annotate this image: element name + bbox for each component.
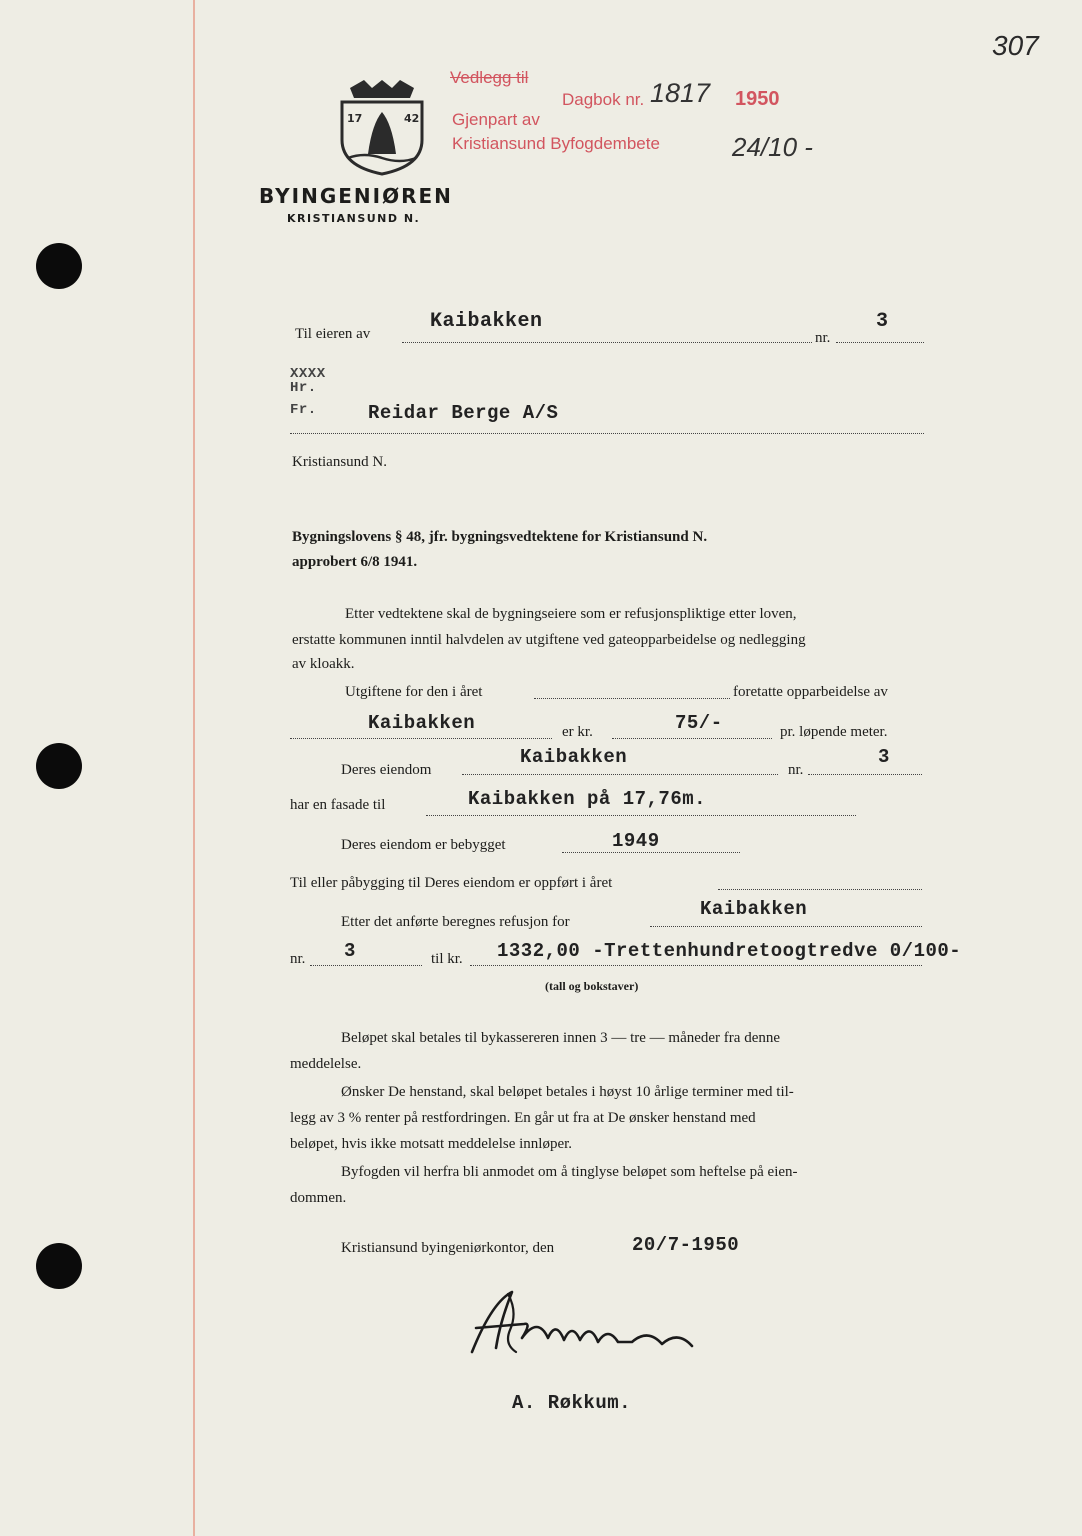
struck-title: XXXX <box>290 366 326 382</box>
dotted-line <box>718 889 922 890</box>
closing-date: 20/7-1950 <box>632 1234 740 1256</box>
org-heading: BYINGENIØREN <box>259 184 453 208</box>
address-street: Kaibakken <box>430 310 543 333</box>
punch-hole <box>36 743 82 789</box>
law-approval: approbert 6/8 1941. <box>292 554 418 570</box>
refusjon-nr: 3 <box>344 940 356 962</box>
closing-place: Kristiansund byingeniørkontor, den <box>341 1240 555 1256</box>
opparbeidelse-street: Kaibakken <box>368 712 476 734</box>
handwritten-signature <box>452 1282 712 1372</box>
owner-name: Reidar Berge A/S <box>368 402 559 424</box>
terms-line: Beløpet skal betales til bykassereren innen 3 — tre — måneder fra denne <box>341 1030 781 1046</box>
terms-line: beløpet, hvis ikke motsatt meddelelse innløper. <box>290 1136 573 1152</box>
fasade-value: Kaibakken på 17,76m. <box>468 788 707 810</box>
dotted-line <box>808 774 922 775</box>
tall-note: (tall og bokstaver) <box>545 979 639 993</box>
fasade-label: har en fasade til <box>290 797 386 813</box>
eiendom-street: Kaibakken <box>520 746 628 768</box>
city-crest-icon <box>334 78 430 176</box>
til-eieren-label: Til eieren av <box>295 326 371 342</box>
stamp-office: Kristiansund Byfogdembete <box>452 134 660 153</box>
page-number: 307 <box>992 30 1039 61</box>
address-nr-label: nr. <box>815 330 831 346</box>
org-city: KRISTIANSUND N. <box>287 212 421 225</box>
intro-line: Etter vedtektene skal de bygningseiere som er refusjonspliktige etter loven, <box>345 606 797 622</box>
terms-line: legg av 3 % renter på restfordringen. En går ut fra at De ønsker henstand med <box>290 1110 756 1126</box>
dotted-line <box>562 852 740 853</box>
terms-line: Ønsker De henstand, skal beløpet betales i høyst 10 årlige terminer med til- <box>341 1084 794 1100</box>
terms-line: dommen. <box>290 1190 347 1206</box>
stamp-vedlegg: Vedlegg til <box>450 68 529 87</box>
punch-hole <box>36 1243 82 1289</box>
dotted-line <box>426 815 856 816</box>
eiendom-nr: 3 <box>878 746 890 768</box>
stamp-date: 24/10 - <box>732 132 813 162</box>
price-per-meter: 75/- <box>675 712 723 734</box>
er-kr-label: er kr. <box>562 724 593 740</box>
crest-year-left: 17 <box>347 112 363 125</box>
address-nr: 3 <box>876 310 889 333</box>
dotted-line <box>310 965 422 966</box>
dotted-line <box>534 698 730 699</box>
refusjon-street: Kaibakken <box>700 898 808 920</box>
refusjon-amount: 1332,00 -Trettenhundretoogtredve 0/100- <box>497 940 962 962</box>
refusjon-nr-label: nr. <box>290 951 306 967</box>
deres-eiendom-label: Deres eiendom <box>341 762 432 778</box>
bebygget-label: Deres eiendom er bebygget <box>341 837 506 853</box>
dotted-line <box>462 774 778 775</box>
eiendom-nr-label: nr. <box>788 762 804 778</box>
dotted-line <box>650 926 922 927</box>
stamp-year: 1950 <box>735 88 780 110</box>
stamp-dagbok-number: 1817 <box>650 78 711 108</box>
crest-year-right: 42 <box>404 112 420 125</box>
dotted-line <box>836 342 924 343</box>
terms-line: meddelelse. <box>290 1056 362 1072</box>
struck-title: Fr. <box>290 402 317 418</box>
refusjon-label: Etter det anførte beregnes refusjon for <box>341 914 570 930</box>
stamp-dagbok-label: Dagbok nr. <box>562 90 645 109</box>
intro-line: av kloakk. <box>292 656 355 672</box>
dotted-line <box>402 342 812 343</box>
margin-line <box>193 0 195 1536</box>
stamp-gjenpart: Gjenpart av <box>452 110 540 129</box>
dotted-line <box>470 965 922 966</box>
dotted-line <box>612 738 772 739</box>
til-kr-label: til kr. <box>431 951 463 967</box>
paabygging-label: Til eller påbygging til Deres eiendom er oppført i året <box>290 875 613 891</box>
per-meter-label: pr. løpende meter. <box>780 724 888 740</box>
foretatte-label: foretatte opparbeidelse av <box>733 684 888 700</box>
bebygget-year: 1949 <box>612 830 660 852</box>
signature-name: A. Røkkum. <box>512 1392 632 1414</box>
terms-line: Byfogden vil herfra bli anmodet om å tinglyse beløpet som heftelse på eien- <box>341 1164 798 1180</box>
intro-line: erstatte kommunen inntil halvdelen av utgiftene ved gateopparbeidelse og nedlegging <box>292 632 806 648</box>
dotted-line <box>290 738 552 739</box>
law-reference: Bygningslovens § 48, jfr. bygningsvedtektene for Kristiansund N. <box>292 529 708 545</box>
struck-title: Hr. <box>290 380 317 396</box>
punch-hole <box>36 243 82 289</box>
dotted-line <box>290 433 924 434</box>
utgiftene-label: Utgiftene for den i året <box>345 684 483 700</box>
address-city: Kristiansund N. <box>292 454 387 470</box>
